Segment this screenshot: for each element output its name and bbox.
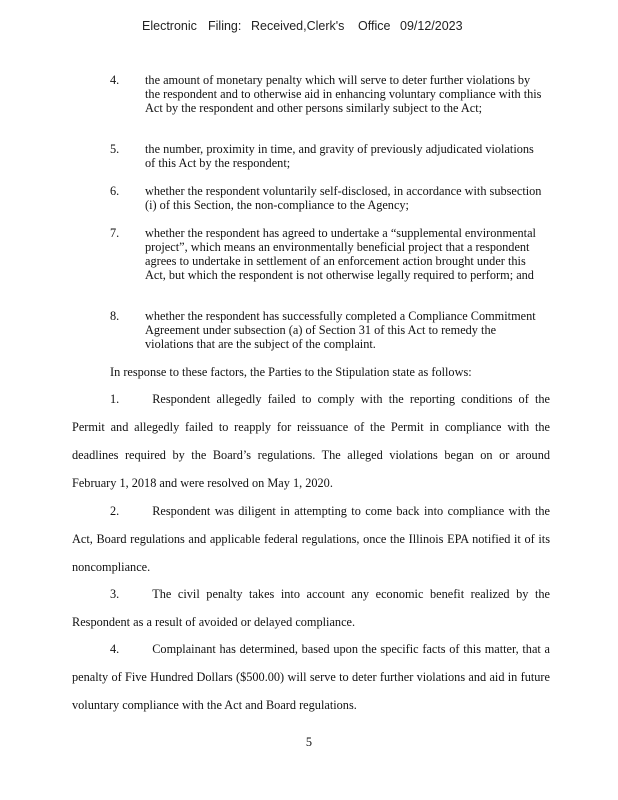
response-paragraph-4 xyxy=(72,635,550,719)
factor-6-text: whether the respondent voluntarily self-disclosed, in accordance with subsection (i) of this Section, the non-compliance to the Agency; xyxy=(145,184,542,212)
response-paragraph-2 xyxy=(72,497,550,581)
factor-6-number: 6. xyxy=(110,184,120,198)
header-filing: Filing: xyxy=(208,19,242,33)
response-4-number: 4. xyxy=(110,642,120,656)
factor-7-number: 7. xyxy=(110,226,120,240)
response-3-text: The civil penalty takes into account any economic benefit realized by the Respondent as a result of avoided or delayed compliance. xyxy=(72,587,550,629)
factor-7-text: whether the respondent has agreed to undertake a “supplemental environmental project”, which means an environmentally beneficial project that a respondent agrees to undertake in settlement of an enforcement action brought under this Act, but which the respondent is not otherwise legally required to perform; and xyxy=(145,226,536,282)
header-received-clerks: Received,Clerk's xyxy=(251,19,345,33)
response-paragraph-3 xyxy=(72,580,550,636)
header-date: 09/12/2023 xyxy=(400,19,463,33)
response-1-number: 1. xyxy=(110,392,120,406)
response-2-text: Respondent was diligent in attempting to come back into compliance with the Act, Board regulations and applicable federal regulations, once the Illinois EPA notified it of its noncompliance. xyxy=(72,504,550,574)
header-office: Office xyxy=(358,19,391,33)
page-number: 5 xyxy=(305,735,313,749)
factor-5-text: the number, proximity in time, and gravity of previously adjudicated violations of this Act by the respondent; xyxy=(145,142,534,170)
factor-5-number: 5. xyxy=(110,142,120,156)
response-intro: In response to these factors, the Parties to the Stipulation state as follows: xyxy=(110,365,472,379)
response-1-text: Respondent allegedly failed to comply with the reporting conditions of the Permit and allegedly failed to reapply for reissuance of the Permit in compliance with the deadlines required by the Board’s regulations. The alleged violations began on or around February 1, 2018 and were resolved on May 1, 2020. xyxy=(72,392,550,490)
header-electronic: Electronic xyxy=(142,19,197,33)
factor-4-text: the amount of monetary penalty which will serve to deter further violations by the respondent and to otherwise aid in enhancing voluntary compliance with this Act by the respondent and other persons similarly subject to the Act; xyxy=(145,73,542,115)
response-3-number: 3. xyxy=(110,587,120,601)
factor-8-number: 8. xyxy=(110,309,120,323)
filing-header xyxy=(0,19,618,37)
factor-8-text: whether the respondent has successfully completed a Compliance Commitment Agreement under subsection (a) of Section 31 of this Act to remedy the violations that are the subject of the complaint. xyxy=(145,309,536,351)
factor-4-number: 4. xyxy=(110,73,120,87)
response-paragraph-1 xyxy=(72,385,550,497)
response-4-text: Complainant has determined, based upon the specific facts of this matter, that a penalty of Five Hundred Dollars ($500.00) will serve to deter further violations and aid in future voluntary compliance with the Act and Board regulations. xyxy=(72,642,550,712)
response-2-number: 2. xyxy=(110,504,120,518)
